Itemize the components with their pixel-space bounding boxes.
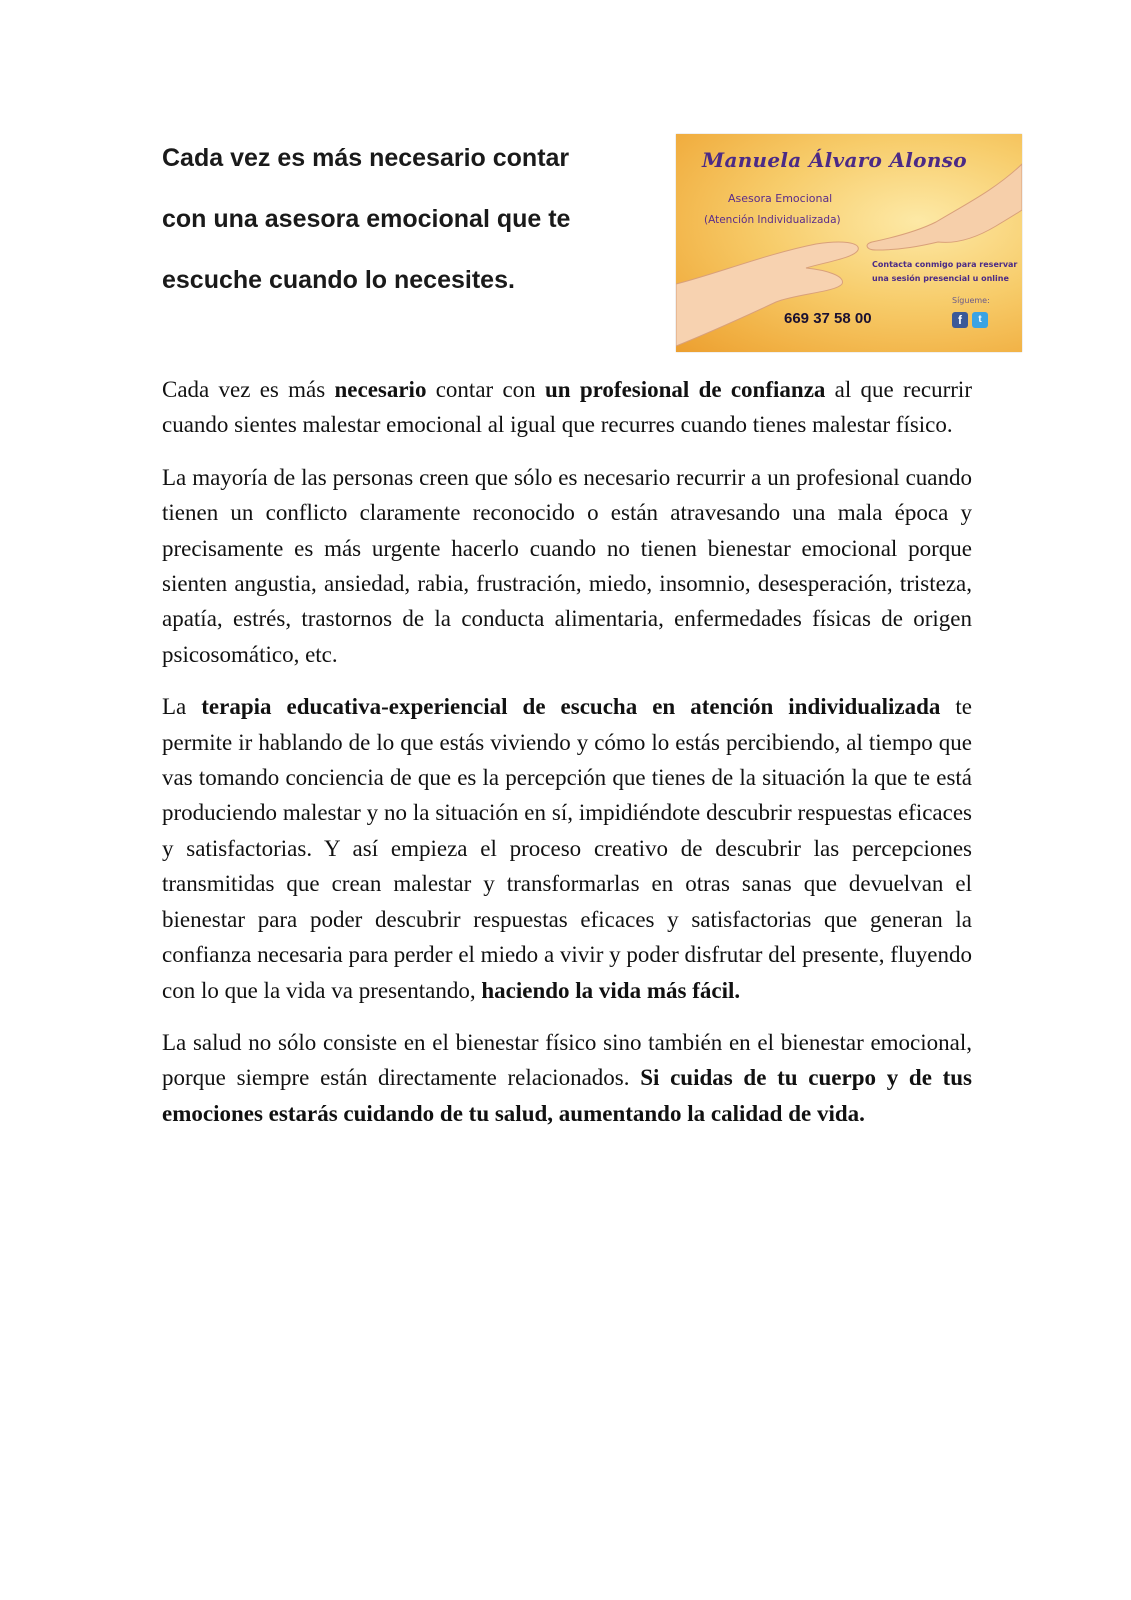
text-segment: contar con bbox=[426, 377, 545, 402]
paragraph bbox=[162, 1025, 972, 1131]
twitter-icon[interactable]: t bbox=[972, 312, 988, 328]
bold-text: necesario bbox=[334, 377, 427, 402]
text-segment: te permite ir hablando de lo que estás viviendo y cómo lo estás percibiendo, al tiempo que vas tomando conciencia de que es la percepción que tienes de la situación la que te está produciendo malestar y no la situación en sí, impidiéndote descubrir respuestas eficaces y satisfactorias. Y así empieza el proceso creativo de descubrir las percepciones transmitidas que crean malestar y transformarlas en otras sanas que devuelvan el bienestar para poder descubrir respuestas eficaces y satisfactorias que generan la confianza necesaria para perder el miedo a vivir y poder disfrutar del presente, fluyendo con lo que la vida va presentando, bbox=[162, 694, 972, 1003]
title-line-1: Cada vez es más necesario contar bbox=[162, 144, 570, 172]
title-line-3: escuche cuando lo necesites. bbox=[162, 266, 515, 294]
card-name: Manuela Álvaro Alonso bbox=[702, 148, 967, 172]
card-role: Asesora Emocional bbox=[728, 192, 833, 205]
text-segment: La salud no sólo consiste en el bienestar físico sino también en el bienestar emocional, porque siempre están directamente relacionados. bbox=[162, 1029, 972, 1091]
card-phone: 669 37 58 00 bbox=[784, 310, 872, 327]
bold-text: Si cuidas de tu cuerpo y de tus emociones estarás cuidando de tu salud, aumentando la calidad de vida. bbox=[162, 1065, 973, 1126]
bold-text: terapia educativa-experiencial de escucha en atención individualizada bbox=[201, 694, 941, 720]
bold-text: un profesional de confianza bbox=[544, 377, 826, 402]
body-text bbox=[162, 372, 972, 1148]
title-line-2: con una asesora emocional que te bbox=[162, 205, 571, 233]
card-attention: (Atención Individualizada) bbox=[704, 214, 841, 226]
text-segment: La bbox=[162, 694, 202, 720]
text-segment: La mayoría de las personas creen que sólo es necesario recurrir a un profesional cuando tienen un conflicto claramente reconocido o están atravesando una mala época y precisamente es más urgente hacerlo cuando no tienen bienestar emocional porque sienten angustia, ansiedad, rabia, frustración, miedo, insomnio, desesperación, tristeza, apatía, estrés, trastornos de la conducta alimentaria, enfermedades físicas de origen psicosomático, etc. bbox=[162, 464, 972, 667]
business-card-image bbox=[676, 134, 1022, 352]
document-title bbox=[162, 128, 642, 311]
card-follow-label: Sígueme: bbox=[952, 296, 990, 305]
paragraph bbox=[162, 460, 972, 672]
text-segment: al que recurrir cuando sientes malestar emocional al igual que recurres cuando tienes malestar físico. bbox=[162, 377, 972, 438]
card-contact bbox=[872, 258, 1017, 286]
bold-text: haciendo la vida más fácil. bbox=[481, 977, 741, 1003]
text-segment: Cada vez es más bbox=[162, 377, 335, 402]
paragraph bbox=[162, 689, 972, 1008]
card-contact-line-1: Contacta conmigo para reservar bbox=[872, 260, 1018, 269]
facebook-icon[interactable]: f bbox=[952, 312, 968, 328]
paragraph bbox=[162, 372, 972, 443]
card-contact-line-2: una sesión presencial u online bbox=[872, 274, 1009, 283]
